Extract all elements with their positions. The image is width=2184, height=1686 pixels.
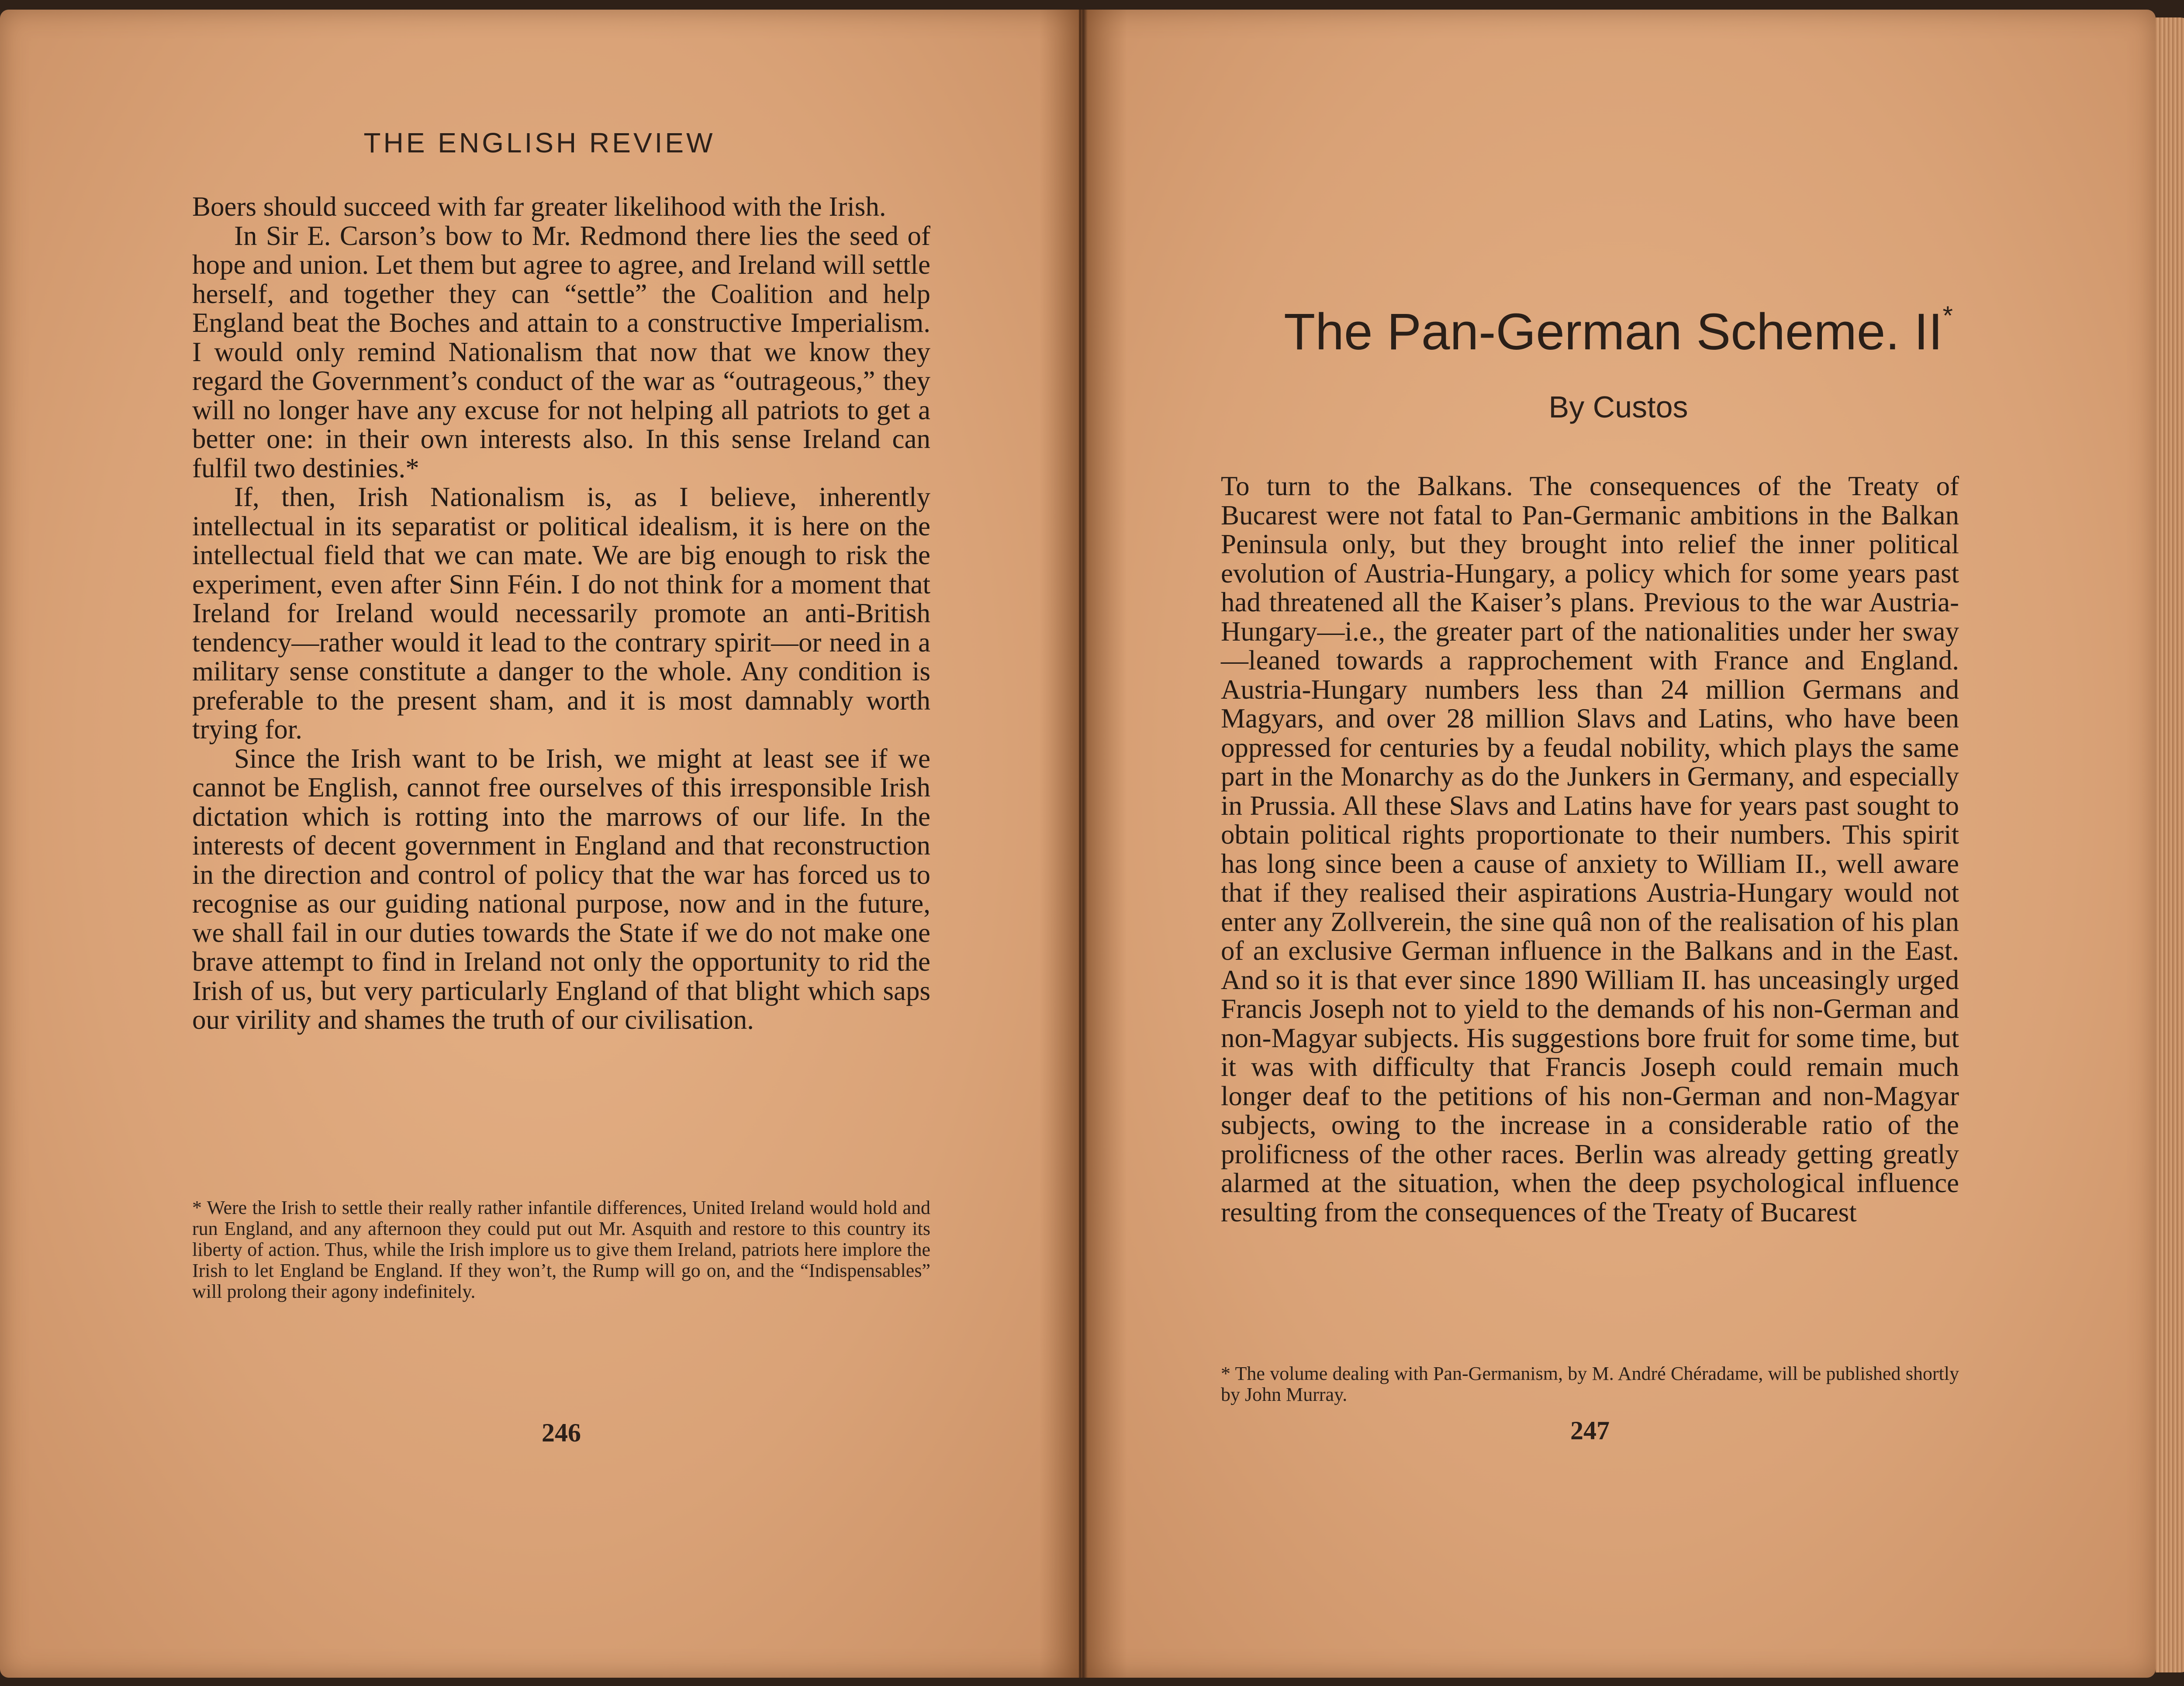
right-page-body [1221,472,1959,1227]
book-gutter [1040,10,1127,1678]
left-page [0,10,1079,1678]
article-title-text: The Pan-German Scheme. II [1284,303,1943,361]
page-number: 247 [1570,1416,1610,1445]
left-page-body [192,192,930,1034]
footnote: * The volume dealing with Pan-Germanism, by M. André Chéradame, will be published shortly by John Murray. [1221,1363,1959,1405]
page-edges [2156,17,2184,1672]
paragraph: If, then, Irish Nationalism is, as I believe, inherently intellectual in its separatist or political idealism, it is here on the intellectual field that we can mate. We are big enough to risk the experiment, even after Sinn Féin. I do not think for a moment that Ireland for Ireland would necessarily promote an anti-British tendency—rather would it lead to the contrary spirit—or need in a military sense constitute a danger to the whole. Any condition is preferable to the present sham, and it is most damnably worth trying for. [192,482,930,745]
paragraph: In Sir E. Carson’s bow to Mr. Redmond there lies the seed of hope and union. Let them but agree to agree, and Ireland will settle herself, and together they can “settle” the Coalition and help England beat the Boches and attain to a constructive Imperialism. I would only remind Nationalism that now that we know they regard the Government’s conduct of the war as “outrageous,” they will no longer have any excuse for not helping all patriots to get a better one: in their own interests also. In this sense Ireland can fulfil two destinies.* [192,220,930,483]
right-page [1081,10,2156,1678]
running-head: THE ENGLISH REVIEW [363,127,715,159]
footnote: * Were the Irish to settle their really rather infantile differences, United Ireland would hold and run England, and any afternoon they could put out Mr. Asquith and restore to this country its liberty of action. Thus, while the Irish implore us to give them Ireland, patriots here implore the Irish to let England be England. If they won’t, the Rump will go on, and the “Indispensables” will prolong their agony indefinitely. [192,1197,930,1302]
page-number: 246 [542,1418,581,1447]
paragraph: Boers should succeed with far greater likelihood with the Irish. [192,191,886,222]
byline: By Custos [1548,390,1688,424]
article-title [1081,302,2156,362]
title-footnote-mark: * [1942,301,1953,330]
paragraph: Since the Irish want to be Irish, we might at least see if we cannot be English, cannot free ourselves of this irresponsible Irish dictation which is rotting into the marrows of our life. In the interests of decent government in England and that reconstruction in the direction and control of policy that the war has forced us to recognise as our guiding national purpose, now and in the future, we shall fail in our duties towards the State if we do not make one brave attempt to find in Ireland not only the opportunity to rid the Irish of us, but very particularly England of that blight which saps our virility and shames the truth of our civilisation. [192,743,930,1035]
paragraph: To turn to the Balkans. The consequences of the Treaty of Bucarest were not fatal to Pan-Germanic ambitions in the Balkan Peninsula only, but they brought into relief the inner political evolution of Austria-Hungary, a policy which for some years past had threatened all the Kaiser’s plans. Previous to the war Austria-Hungary—i.e., the greater part of the nationalities under her sway—leaned towards a rapprochement with France and England. Austria-Hungary numbers less than 24 million Germans and Magyars, and over 28 million Slavs and Latins, who have been oppressed for centuries by a feudal nobility, which plays the same part in the Monarchy as do the Junkers in Germany, and especially in Prussia. All these Slavs and Latins have for years past sought to obtain political rights proportionate to their numbers. This spirit has long since been a cause of anxiety to William II., well aware that if they realised their aspirations Austria-Hungary would not enter any Zollverein, the sine quâ non of the realisation of his plan of an exclusive German influence in the Balkans and in the East. And so it is that ever since 1890 William II. has unceasingly urged Francis Joseph not to yield to the demands of his non-German and non-Magyar subjects. His suggestions bore fruit for some time, but it was with difficulty that Francis Joseph could remain much longer deaf to the petitions of his non-German and non-Magyar subjects, owing to the increase in a considerable ratio of the prolificness of the other races. Berlin was already getting greatly alarmed at the situation, when the deep psychological influence resulting from the consequences of the Treaty of Bucarest [1221,471,1959,1227]
